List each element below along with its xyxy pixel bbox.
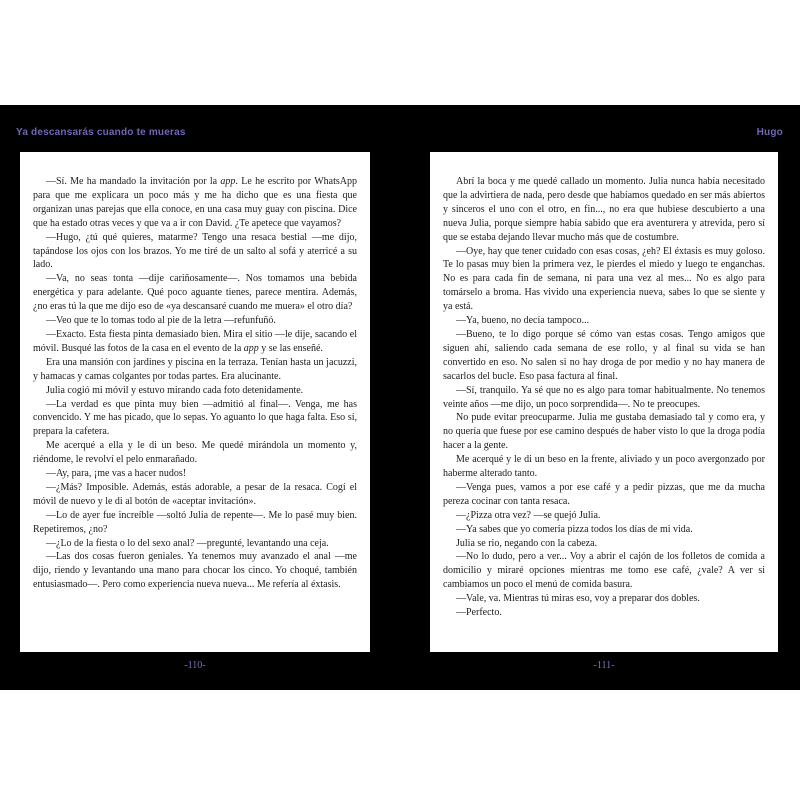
paragraph: —¿Lo de la fiesta o lo del sexo anal? —pregunté, levantando una ceja. (46, 537, 329, 549)
paragraph: Me acerqué a ella y le di un beso. Me quedé mirándola un momento y, riéndome, le revolví el pelo enmarañado. (33, 440, 357, 466)
book-page-right (430, 152, 778, 652)
paragraph: —Venga pues, vamos a por ese café y a pedir pizzas, que me da mucha pereza cocinar con tanta resaca. (443, 481, 765, 507)
paragraph: —¿Pizza otra vez? —se quejó Julia. (456, 509, 601, 521)
paragraph: —Exacto. Esta fiesta pinta demasiado bien. Mira el sitio —le dije, sacando el móvil. Busqué las fotos de la casa en el evento de la app y se las enseñé. (33, 328, 357, 354)
paragraph: Abrí la boca y me quedé callado un momento. Julia nunca había necesitado que la advirtiera de nada, pero desde que habíamos quedado en ser más abiertos y sinceros el uno con el otro, en fin..., no era que hubiese descubierto a una nueva Julia, porque siempre había sabido que era aventurera y atrevida, pero sí que se estaba dejando llevar mucho más que de costumbre. (443, 176, 765, 243)
paragraph: Julia cogió mi móvil y estuvo mirando cada foto detenidamente. (46, 384, 304, 396)
paragraph: —Sí. Me ha mandado la invitación por la app. Le he escrito por WhatsApp para que me explicara un poco más y me ha dicho que es una fiesta que organizan unas parejas que ella conoce, en una casa muy guay con piscina. Dice que ha estado otras veces y que va a ir con David. ¿Te apetece que vayamos? (33, 176, 357, 229)
paragraph: —Sí, tranquilo. Ya sé que no es algo para tomar habitualmente. No tenemos veinte años —me dijo, un poco sorprendida—. No te preocupes. (443, 384, 765, 410)
paragraph: —Bueno, te lo digo porque sé cómo van estas cosas. Tengo amigos que siguen ahí, saliendo cada semana de ese rollo, y al final su vida se han convertido en eso. No salen si no hay droga de por medio y no hay manera de sacarlos del bucle. Eso pasa factura al final. (443, 328, 765, 382)
paragraph: —Ay, para, ¡me vas a hacer nudos! (46, 468, 187, 480)
paragraph: —Veo que te lo tomas todo al pie de la letra —refunfuñó. (46, 315, 276, 327)
paragraph: —Las dos cosas fueron geniales. Ya tenemos muy avanzado el anal —me dijo, riendo y levantando una mano para chocar los cinco. Yo choqué, también entusiasmado—. Pero como experiencia nueva nueva... Me refería al éxtasis. (33, 551, 357, 591)
paragraph: —Perfecto. (456, 607, 502, 619)
paragraph: —¿Más? Imposible. Además, estás adorable, a pesar de la resaca. Cogí el móvil de nuevo y le di al botón de «aceptar invitación». (33, 481, 357, 507)
page-number-left: -110- (184, 660, 206, 671)
page-number-right: -111- (593, 660, 615, 671)
running-head-book-title: Ya descansarás cuando te mueras (16, 127, 186, 138)
paragraph: —Ya, bueno, no decía tampoco... (456, 315, 590, 327)
paragraph: —Va, no seas tonta —dije cariñosamente—. Nos tomamos una bebida energética y para adelante. Qué poco aguante tienes, parece mentira. Además, ¿no eras tú la que me dijo eso de «ya descansaré cuando me muera» el otro día? (33, 273, 357, 313)
paragraph: Julia se rio, negando con la cabeza. (456, 537, 598, 549)
running-head-chapter-title: Hugo (756, 127, 783, 138)
paragraph: —No lo dudo, pero a ver... Voy a abrir el cajón de los folletos de comida a domicilio y miraré opciones mientras me tomo ese café, ¿vale? A ver si cambiamos un poco el menú de comida basura. (443, 551, 765, 591)
paragraph: —Vale, va. Mientras tú miras eso, voy a preparar dos dobles. (456, 593, 700, 605)
reader-background (0, 105, 800, 690)
paragraph: —Ya sabes que yo comería pizza todos los días de mi vida. (456, 523, 693, 535)
paragraph: Era una mansión con jardines y piscina en la terraza. Tenían hasta un jacuzzi, y hamacas y camas colgantes por todas partes. Era alucinante. (33, 356, 357, 382)
paragraph: —Oye, hay que tener cuidado con esas cosas, ¿eh? El éxtasis es muy goloso. Te lo pasas muy bien la primera vez, le pierdes el miedo y luego te enganchas. No es para cada fin de semana, ni para una vez al mes... No es algo para tomárselo a broma. Has vivido una experiencia nueva, sabes lo que se siente y ya está. (443, 245, 765, 313)
paragraph: —Hugo, ¿tú qué quieres, matarme? Tengo una resaca bestial —me dijo, tapándose los ojos con los brazos. Yo me tiré de un salto al sofá y aterricé a su lado. (33, 231, 357, 271)
paragraph: No pude evitar preocuparme. Julia me gustaba demasiado tal y como era, y no quería que fuese por ese camino después de haber visto lo que la droga podía hacer a la gente. (443, 412, 765, 452)
paragraph: Me acerqué y le di un beso en la frente, aliviado y un poco avergonzado por haberme alterado tanto. (443, 454, 765, 480)
book-page-left (20, 152, 370, 652)
paragraph: —La verdad es que pinta muy bien —admitió al final—. Venga, me has convencido. Y me has picado, que lo sepas. Yo aguanto lo que haga falta. Eso sí, prepara la cafetera. (33, 398, 357, 438)
paragraph: —Lo de ayer fue increíble —soltó Julia de repente—. Me lo pasé muy bien. Repetiremos, ¿no? (33, 509, 357, 535)
